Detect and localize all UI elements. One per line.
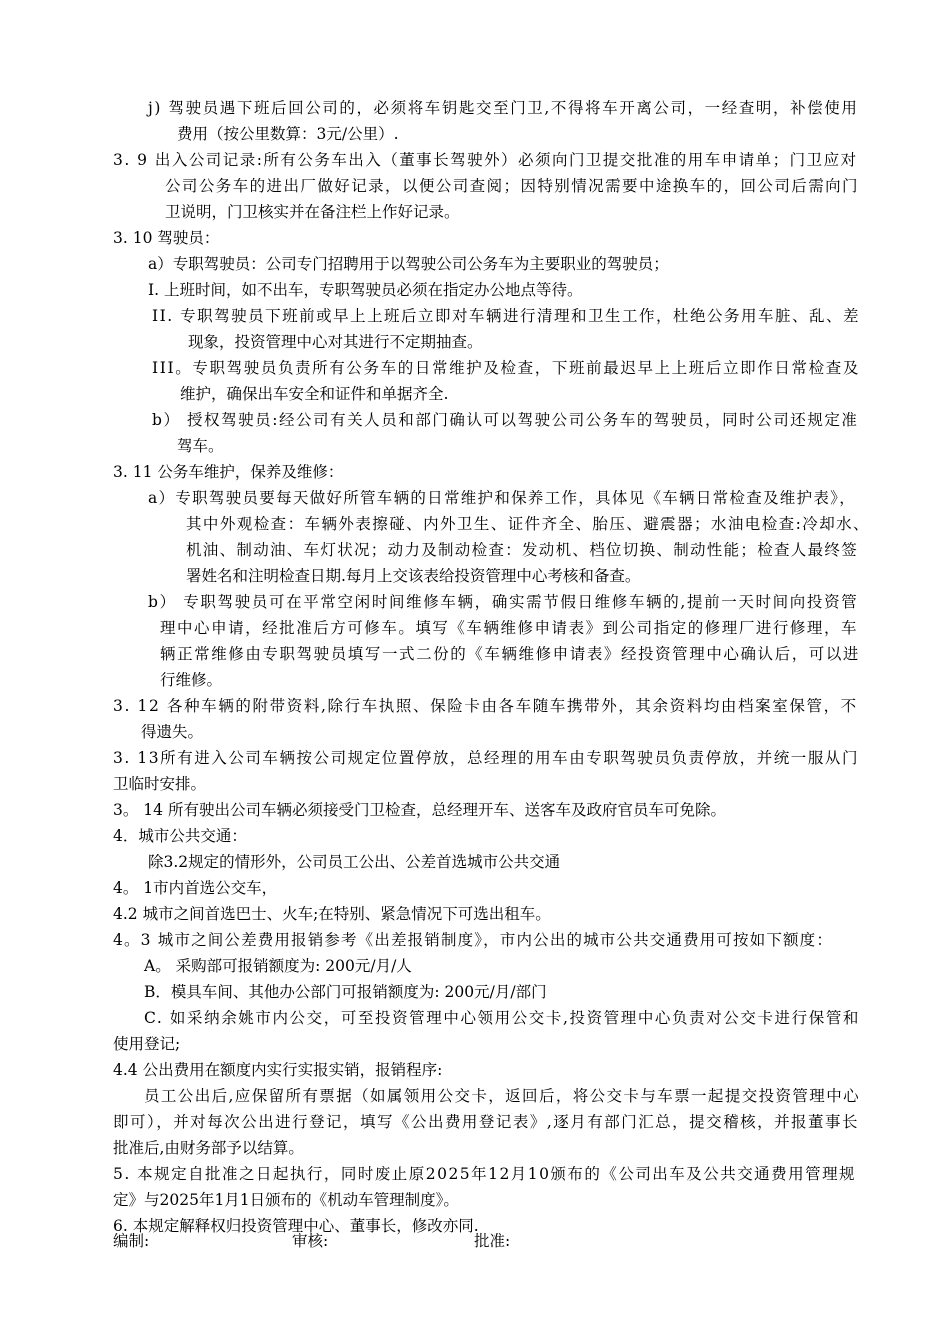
text-line: 使用登记; — [113, 1035, 181, 1053]
text-line: 现象，投资管理中心对其进行不定期抽查。 — [188, 333, 483, 351]
text-line: III。专职驾驶员负责所有公务车的日常维护及检查，下班前最迟早上上班后立即作日常检查及 — [152, 359, 860, 377]
text-line: 4.4 公出费用在额度内实行实报实销，报销程序: — [113, 1061, 443, 1079]
text-line: 6. 本规定解释权归投资管理中心、董事长，修改亦同. — [113, 1217, 479, 1235]
text-line: 4.2 城市之间首选巴士、火车;在特别、紧急情况下可选出租车。 — [113, 905, 551, 923]
review-label: 审核: — [292, 1232, 329, 1250]
text-line: 得遗失。 — [141, 723, 204, 741]
text-line: 除3.2规定的情形外，公司员工公出、公差首选城市公共交通 — [148, 853, 561, 871]
text-line: 驾车。 — [177, 437, 224, 455]
text-line: 行维修。 — [160, 671, 223, 689]
text-line: C. 如采纳余姚市内公交，可至投资管理中心领用公交卡,投资管理中心负责对公交卡进行保管和 — [144, 1009, 860, 1027]
text-line: 3. 11 公务车维护，保养及维修： — [113, 463, 344, 481]
text-line: 定》与2025年1月1日颁布的《机动车管理制度》。 — [113, 1191, 459, 1209]
text-line: 3. 13所有进入公司车辆按公司规定位置停放，总经理的用车由专职驾驶员负责停放，并统一服从门 — [113, 749, 859, 767]
text-line: B．模具车间、其他办公部门可报销额度为: 200元/月/部门 — [144, 983, 547, 1001]
text-line: 其中外观检查：车辆外表擦碰、内外卫生、证件齐全、胎压、避震器；水油电检查:冷却水、 — [186, 515, 870, 533]
text-line: I. 上班时间，如不出车，专职驾驶员必须在指定办公地点等待。 — [148, 281, 583, 299]
text-line: 4．城市公共交通： — [113, 827, 247, 845]
text-line: a）专职驾驶员要每天做好所管车辆的日常维护和保养工作，具体见《车辆日常检查及维护表》， — [148, 489, 856, 507]
text-line: 公司公务车的进出厂做好记录，以便公司查阅；因特别情况需要中途换车的，回公司后需向门 — [165, 177, 859, 195]
approve-label: 批准: — [474, 1232, 511, 1250]
text-line: 卫说明，门卫核实并在备注栏上作好记录。 — [165, 203, 460, 221]
text-line: 辆正常维修由专职驾驶员填写一式二份的《车辆维修申请表》经投资管理中心确认后，可以进 — [160, 645, 860, 663]
text-line: II. 专职驾驶员下班前或早上上班后立即对车辆进行清理和卫生工作，杜绝公务用车脏、乱、差 — [152, 307, 860, 325]
text-line: 费用（按公里数算：3元/公里）. — [177, 125, 399, 143]
compile-label: 编制: — [113, 1232, 150, 1250]
text-line: 5. 本规定自批准之日起执行，同时废止原2025年12月10颁布的《公司出车及公共交通费用管理规 — [113, 1165, 857, 1183]
text-line: 3. 9 出入公司记录:所有公务车出入（董事长驾驶外）必须向门卫提交批准的用车申请单；门卫应对 — [113, 151, 858, 169]
text-line: 署姓名和注明检查日期.每月上交该表给投资管理中心考核和备查。 — [186, 567, 641, 585]
text-line: 即可），并对每次公出进行登记，填写《公出费用登记表》,逐月有部门汇总，提交稽核，并报董事长 — [113, 1113, 859, 1131]
text-line: b） 专职驾驶员可在平常空闲时间维修车辆，确实需节假日维修车辆的,提前一天时间向投资管 — [148, 593, 859, 611]
text-line: 3。 14 所有驶出公司车辆必须接受门卫检查，总经理开车、送客车及政府官员车可免除。 — [113, 801, 726, 819]
text-line: 4。3 城市之间公差费用报销参考《出差报销制度》，市内公出的城市公共交通费用可按如下额度： — [113, 931, 833, 949]
text-line: j) 驾驶员遇下班后回公司的，必须将车钥匙交至门卫,不得将车开离公司，一经查明，补偿使用 — [148, 99, 859, 117]
text-line: 3. 12 各种车辆的附带资料,除行车执照、保险卡由各车随车携带外，其余资料均由档案室保管，不 — [113, 697, 858, 715]
text-line: 卫临时安排。 — [113, 775, 207, 793]
text-line: 4。 1市内首选公交车， — [113, 879, 278, 897]
text-line: 维护，确保出车安全和证件和单据齐全. — [180, 385, 449, 403]
text-line: 理中心申请，经批准后方可修车。填写《车辆维修申请表》到公司指定的修理厂进行修理，车 — [160, 619, 858, 637]
text-line: a）专职驾驶员：公司专门招聘用于以驾驶公司公务车为主要职业的驾驶员； — [148, 255, 669, 273]
text-line: A。 采购部可报销额度为: 200元/月/人 — [144, 957, 412, 975]
text-line: 员工公出后,应保留所有票据（如属领用公交卡，返回后，将公交卡与车票一起提交投资管理中心 — [144, 1087, 860, 1105]
text-line: 3. 10 驾驶员： — [113, 229, 220, 247]
text-line: 批准后,由财务部予以结算。 — [113, 1139, 304, 1157]
text-line: 机油、制动油、车灯状况；动力及制动检查：发动机、档位切换、制动性能；检查人最终签 — [186, 541, 858, 559]
text-line: b） 授权驾驶员:经公司有关人员和部门确认可以驾驶公司公务车的驾驶员，同时公司还规定准 — [152, 411, 859, 429]
